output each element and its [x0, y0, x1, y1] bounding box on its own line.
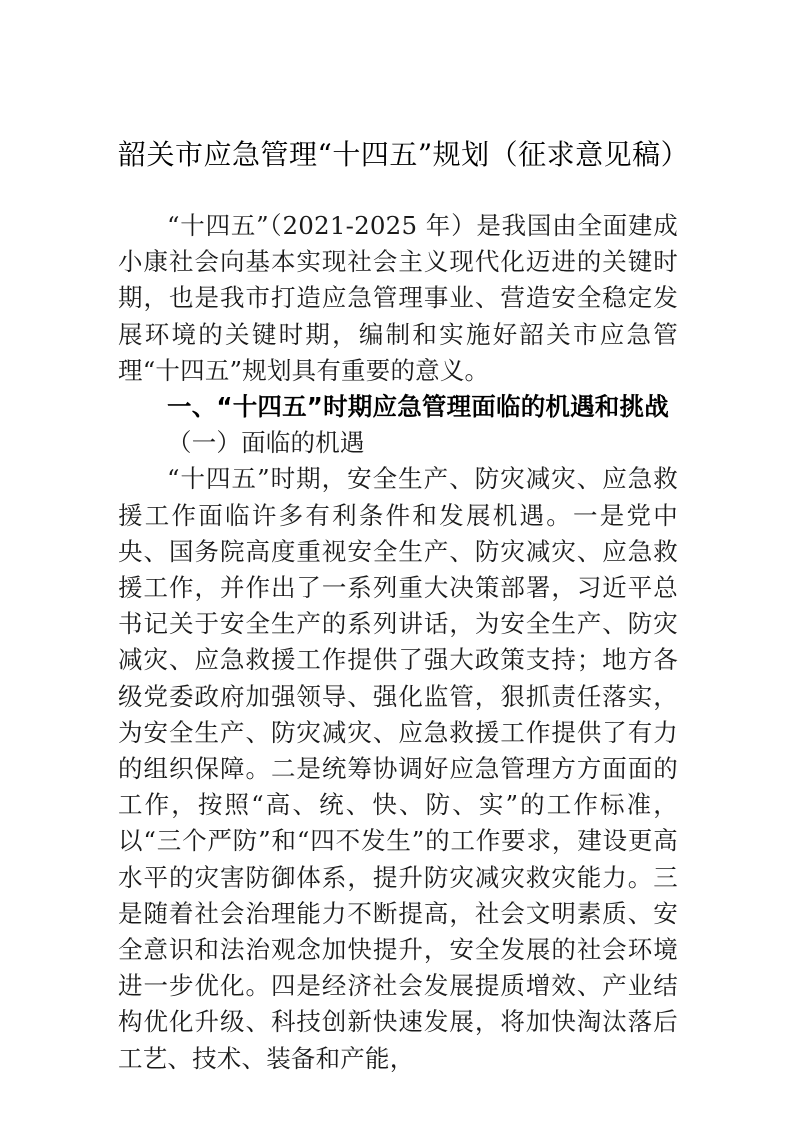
- opportunities-paragraph: “十四五”时期，安全生产、防灾减灾、应急救援工作面临许多有利条件和发展机遇。一是党中央、国务院高度重视安全生产、防灾减灾、应急救援工作，并作出了一系列重大决策部署，习近平总书记关于安全生产的系列讲话，为安全生产、防灾减灾、应急救援工作提供了强大政策支持；地方各级党委政府加强领导、强化监管，狠抓责任落实，为安全生产、防灾减灾、应急救援工作提供了有力的组织保障。二是统筹协调好应急管理方方面面的工作，按照“高、统、快、防、实”的工作标准，以“三个严防”和“四不发生”的工作要求，建设更高水平的灾害防御体系，提升防灾减灾救灾能力。三是随着社会治理能力不断提高，社会文明素质、安全意识和法治观念加快提升，安全发展的社会环境进一步优化。四是经济社会发展提质增效、产业结构优化升级、科技创新快速发展，将加快淘汰落后工艺、技术、装备和产能，: [118, 464, 678, 1073]
- page-title: 韶关市应急管理“十四五”规划（征求意见稿）: [118, 138, 690, 171]
- intro-paragraph: “十四五”（2021-2025 年）是我国由全面建成小康社会向基本实现社会主义现代化迈进的关键时期，也是我市打造应急管理事业、营造安全稳定发展环境的关键时期，编制和实施好韶关市应急管理“十四五”规划具有重要的意义。: [118, 211, 678, 385]
- section-heading-level1: 一、“十四五”时期应急管理面临的机遇和挑战: [167, 392, 669, 422]
- section-heading-level2: （一）面临的机遇: [167, 428, 365, 458]
- document-content: [118, 0, 690, 1077]
